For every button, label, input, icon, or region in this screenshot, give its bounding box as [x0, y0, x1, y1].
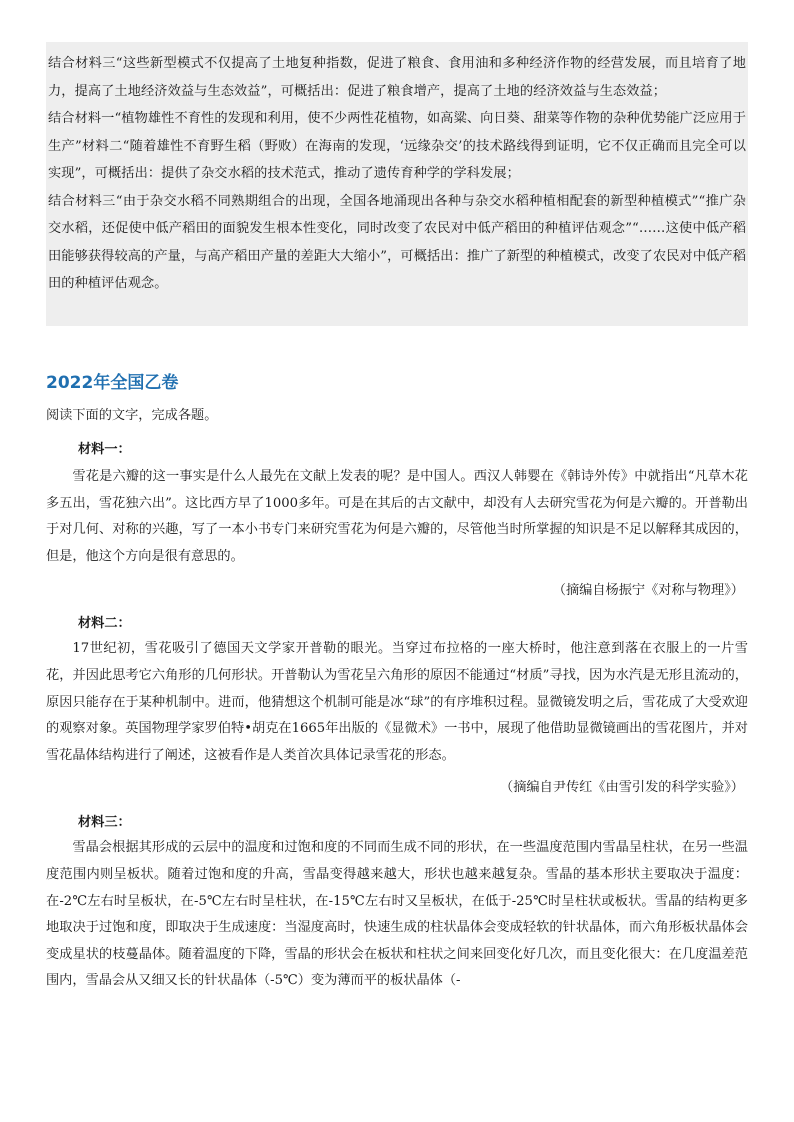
material-heading: 材料三：: [78, 815, 131, 831]
section-title: 2022年全国乙卷: [46, 373, 179, 393]
answer-paragraph: 结合材料三“由于杂交水稻不同熟期组合的出现，全国各地涌现出各种与杂交水稻种植相配套的新型种植模式”“推广杂交水稻，还促使中低产稻田的面貌发生根本性变化，同时改变了农民对中低产稻田的种植评估观念”“……这使中低产稻田能够获得较高的产量，与高产稻田产量的差距大大缩小”，可概括出：推广了新型的种植模式，改变了农民对中低产稻田的种植评估观念。: [48, 193, 746, 291]
material-heading: 材料二：: [78, 616, 131, 632]
material-source: （摘编自杨振宁《对称与物理》）: [552, 583, 744, 599]
instructions: 阅读下面的文字，完成各题。: [46, 408, 218, 423]
answer-paragraph: 结合材料三“这些新型模式不仅提高了土地复种指数，促进了粮食、食用油和多种经济作物的经营发展，而且培育了地力，提高了土地经济效益与生态效益”，可概括出：促进了粮食增产，提高了土地的经济效益与生态效益；: [48, 56, 746, 99]
reading-materials: [46, 438, 748, 995]
material-heading: 材料一：: [78, 442, 131, 457]
material-paragraph: 雪晶会根据其形成的云层中的温度和过饱和度的不同而生成不同的形状，在一些温度范围内雪晶呈柱状，在另一些温度范围内则呈板状。随着过饱和度的升高，雪晶变得越来越大，形状也越来越复杂。雪晶的基本形状主要取决于温度：在-2℃左右时呈板状，在-5℃左右时呈柱状，在-15℃左右时又呈板状，在低于-25℃时呈柱状或板状。雪晶的结构更多地取决于过饱和度，即取决于生成速度：当湿度高时，快速生成的柱状晶体会变成轻软的针状晶体，而六角形板状晶体会变成星状的枝蔓晶体。随着温度的下降，雪晶的形状会在板状和柱状之间来回变化好几次，而且变化很大：在几度温差范围内，雪晶会从又细又长的针状晶体（-5℃）变为薄而平的板状晶体（-: [46, 840, 748, 989]
answer-analysis-box: [46, 42, 748, 326]
material-paragraph: 雪花是六瓣的这一事实是什么人最先在文献上发表的呢？是中国人。西汉人韩婴在《韩诗外传》中就指出“凡草木花多五出，雪花独六出”。这比西方早了1000多年。可是在其后的古文献中，却没有人去研究雪花为何是六瓣的。开普勒出于对几何、对称的兴趣，写了一本小书专门来研究雪花为何是六瓣的，尽管他当时所掌握的知识是不足以解释其成因的，但是，他这个方向是很有意思的。: [46, 469, 748, 564]
answer-paragraph: 结合材料一“植物雄性不育性的发现和利用，使不少两性花植物，如高粱、向日葵、甜菜等作物的杂种优势能广泛应用于生产”材料二“随着雄性不育野生稻（野败）在海南的发现，‘远缘杂交’的技术路线得到证明，它不仅正确而且完全可以实现”，可概括出：提供了杂交水稻的技术范式，推动了遗传育种学的学科发展；: [48, 111, 746, 181]
material-source: （摘编自尹传红《由雪引发的科学实验》）: [500, 780, 744, 796]
material-paragraph: 17世纪初，雪花吸引了德国天文学家开普勒的眼光。当穿过布拉格的一座大桥时，他注意到落在衣服上的一片雪花，并因此思考它六角形的几何形状。开普勒认为雪花呈六角形的原因不能通过“材质”寻找，因为水汽是无形且流动的，原因只能存在于某种机制中。进而，他猜想这个机制可能是冰“球”的有序堆积过程。显微镜发明之后，雪花成了大受欢迎的观察对象。英国物理学家罗伯特•胡克在1665年出版的《显微术》一书中，展现了他借助显微镜画出的雪花图片，并对雪花晶体结构进行了阐述，这被看作是人类首次具体记录雪花的形态。: [46, 641, 748, 763]
